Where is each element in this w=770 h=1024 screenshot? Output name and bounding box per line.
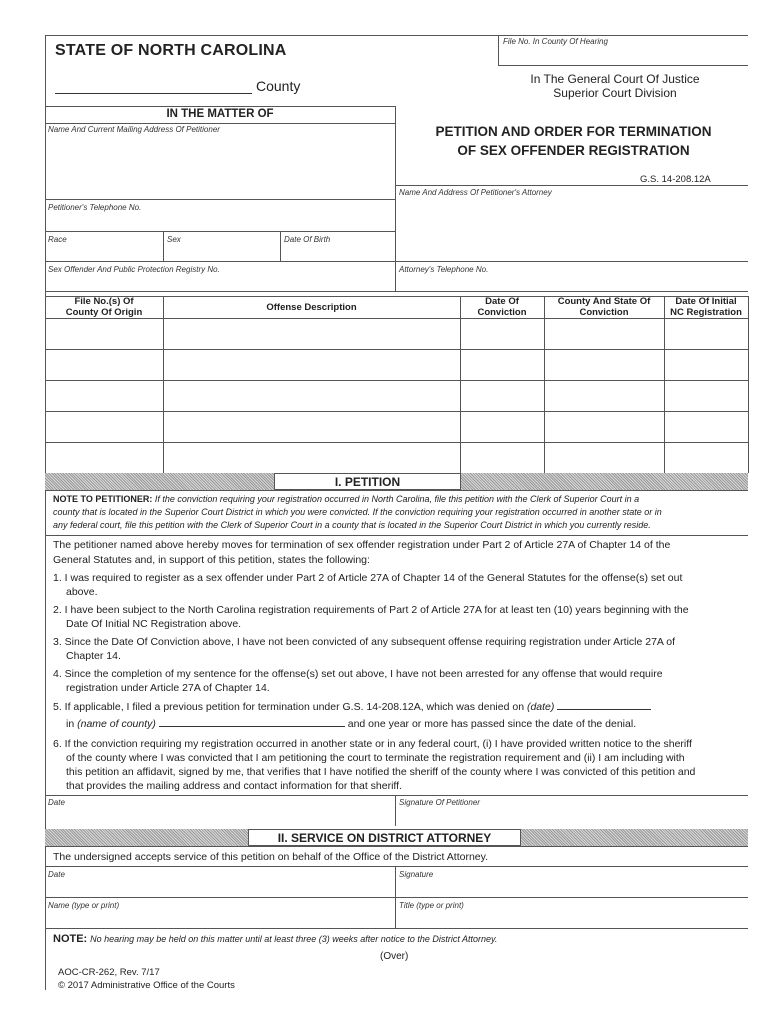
service-name-label: Name (type or print) (48, 901, 120, 910)
table-row[interactable] (46, 443, 748, 472)
item-5-line-1 (53, 699, 651, 714)
item-3-line-2: Chapter 14. (66, 650, 121, 662)
table-row[interactable] (46, 319, 748, 348)
header-county-state (544, 296, 664, 318)
petitioner-name-label: Name And Current Mailing Address Of Petitioner (48, 125, 220, 134)
header-file-no-text: File No.(s) Of County Of Origin (65, 296, 143, 318)
item-6-line-2: of the county where I was convicted that I am petitioning the court to terminate the registration requirement and (ii) I am including with (66, 752, 685, 764)
service-date-label: Date (48, 870, 65, 879)
item-4-line-1: 4. Since the completion of my sentence for the offense(s) set out above, I have not been arrested for any offense that would require (53, 668, 663, 680)
service-signature-field[interactable] (399, 882, 745, 896)
file-no-divider (498, 35, 499, 65)
form-number: AOC-CR-262, Rev. 7/17 (58, 967, 160, 978)
file-no-underline (498, 65, 748, 66)
header-date-registration-text: Date Of Initial NC Registration (670, 296, 742, 318)
item-5-in: in (66, 718, 75, 730)
petition-date-field[interactable] (48, 810, 392, 824)
matter-heading-line (45, 123, 395, 124)
table-row[interactable] (46, 381, 748, 410)
attorney-name-field[interactable] (399, 200, 745, 258)
service-note-text: No hearing may be held on this matter until at least three (3) weeks after notice to the District Attorney. (90, 934, 498, 944)
item-2-line-1: 2. I have been subject to the North Carolina registration requirements of Part 2 of Article 27A for at least ten (10) years beginning with the (53, 604, 689, 616)
service-name-field[interactable] (48, 912, 392, 926)
note-bottom-line (45, 535, 748, 536)
file-no-field[interactable] (620, 46, 740, 62)
item-5-text: 5. If applicable, I filed a previous petition for termination under G.S. 14-208.12A, which was denied on (53, 701, 525, 713)
attorney-phone-label: Attorney's Telephone No. (399, 265, 489, 274)
service-name-top (45, 897, 748, 898)
statute-reference: G.S. 14-208.12A (640, 174, 711, 185)
registry-no-label: Sex Offender And Public Protection Registry No. (48, 265, 220, 274)
state-title: STATE OF NORTH CAROLINA (55, 42, 287, 59)
county-name-field[interactable] (55, 93, 252, 94)
item-3-line-1: 3. Since the Date Of Conviction above, I have not been convicted of any subsequent offense requiring registration under Article 27A of (53, 636, 676, 648)
item-5-date-label: (date) (526, 701, 555, 713)
item-5-rest: and one year or more has passed since the date of the denial. (347, 718, 637, 730)
note-text-3: any federal court, file this petition with the Clerk of Superior Court in a county that is located in the Superior Court District in which you currently reside. (53, 520, 651, 530)
dob-field[interactable] (283, 246, 392, 259)
attorney-name-label: Name And Address Of Petitioner's Attorney (399, 188, 552, 197)
service-signature-label: Signature (399, 870, 434, 879)
race-label: Race (48, 235, 67, 244)
top-border (45, 35, 748, 36)
note-to-petitioner (53, 493, 639, 506)
header-date-registration (664, 296, 748, 318)
petitioner-name-field[interactable] (48, 138, 392, 196)
service-bottom-line (45, 928, 748, 929)
petitioner-phone-field[interactable] (48, 214, 392, 228)
denial-county-field[interactable] (159, 716, 345, 727)
petition-title-line-2: OF SEX OFFENDER REGISTRATION (457, 143, 690, 158)
header-county-state-text: County And State Of Conviction (557, 296, 651, 318)
header-offense-text: Offense Description (266, 302, 357, 313)
item-1-line-2: above. (66, 586, 98, 598)
intro-line-2: General Statutes and, in support of this petition, states the following: (53, 554, 370, 566)
item-5-county-label: (name of county) (77, 718, 156, 730)
service-heading: II. SERVICE ON DISTRICT ATTORNEY (248, 829, 521, 846)
service-text: The undersigned accepts service of this petition on behalf of the Office of the District Attorney. (53, 851, 489, 863)
matter-heading: IN THE MATTER OF (166, 108, 274, 120)
sex-label: Sex (167, 235, 181, 244)
court-line-2: Superior Court Division (553, 86, 677, 100)
copyright: © 2017 Administrative Office of the Courts (58, 980, 235, 991)
service-title-label: Title (type or print) (399, 901, 464, 910)
matter-top-line (45, 106, 395, 107)
header-file-no (45, 296, 163, 318)
header-date-conviction-text: Date Of Conviction (477, 296, 527, 318)
note-text-1: If the conviction requiring your registration occurred in North Carolina, file this petition with the Clerk of Superior Court in a (154, 494, 640, 504)
county-label: County (256, 78, 301, 94)
note-text-2: county that is located in the Superior Court District in which you were convicted. If the conviction requiring your registration occurred in another state or in (53, 507, 662, 517)
item-6-line-3: this petition an affidavit, signed by me, that verifies that I have notified the sheriff of the county where I was convicted of this petition and (66, 766, 696, 778)
service-date-top (45, 866, 748, 867)
intro-line-1: The petitioner named above hereby moves for termination of sex offender registration under Part 2 of Article 27A of Chapter 14 of the (53, 539, 671, 551)
table-row[interactable] (46, 412, 748, 441)
center-divider (395, 106, 396, 291)
service-title-field[interactable] (399, 912, 745, 926)
line-registry-top (45, 261, 395, 262)
line-sex-dob (280, 231, 281, 261)
service-date-field[interactable] (48, 882, 392, 896)
petition-date-label: Date (48, 798, 65, 807)
petitioner-signature-field[interactable] (399, 810, 745, 824)
line-phone-top (45, 199, 395, 200)
item-6-line-4: that provides the mailing address and contact information for that sheriff. (66, 780, 402, 792)
line-attorney-top (395, 185, 748, 186)
service-bar-bottom (45, 846, 748, 847)
header-offense-description (163, 302, 460, 313)
item-4-line-2: registration under Article 27A of Chapter 14. (66, 682, 270, 694)
petition-sign-divider (395, 795, 396, 826)
item-6-line-1: 6. If the conviction requiring my registration occurred in another state or in any federal court, (i) I have provided written notice to the sheriff (53, 738, 692, 750)
registry-no-field[interactable] (48, 276, 392, 289)
petition-sign-top (45, 795, 748, 796)
court-line-1: In The General Court Of Justice (530, 72, 700, 86)
service-note-label: NOTE: (53, 933, 88, 945)
line-race-top (45, 231, 395, 232)
table-row[interactable] (46, 350, 748, 379)
race-field[interactable] (48, 246, 160, 259)
denial-date-field[interactable] (557, 699, 651, 710)
petitioner-phone-label: Petitioner's Telephone No. (48, 203, 142, 212)
attorney-phone-field[interactable] (399, 276, 745, 289)
item-2-line-2: Date Of Initial NC Registration above. (66, 618, 242, 630)
table-right-edge (748, 296, 749, 473)
petitioner-signature-label: Signature Of Petitioner (399, 798, 480, 807)
line-attorney-phone-top (395, 261, 748, 262)
header-date-conviction (460, 296, 544, 318)
service-note (53, 932, 497, 946)
line-race-sex (163, 231, 164, 261)
petition-heading: I. PETITION (274, 473, 461, 490)
petition-title-line-1: PETITION AND ORDER FOR TERMINATION (435, 124, 712, 139)
item-1-line-1: 1. I was required to register as a sex offender under Part 2 of Article 27A of Chapter 14 of the General Statutes for the offense(s) set out (53, 572, 683, 584)
dob-label: Date Of Birth (284, 235, 331, 244)
over-label: (Over) (380, 951, 409, 962)
sex-field[interactable] (166, 246, 277, 259)
line-section-break (45, 291, 748, 292)
file-no-label: File No. In County Of Hearing (503, 37, 608, 46)
item-5-line-2 (66, 716, 636, 731)
note-label: NOTE TO PETITIONER: (53, 494, 153, 504)
petition-bar-bottom (45, 490, 748, 491)
